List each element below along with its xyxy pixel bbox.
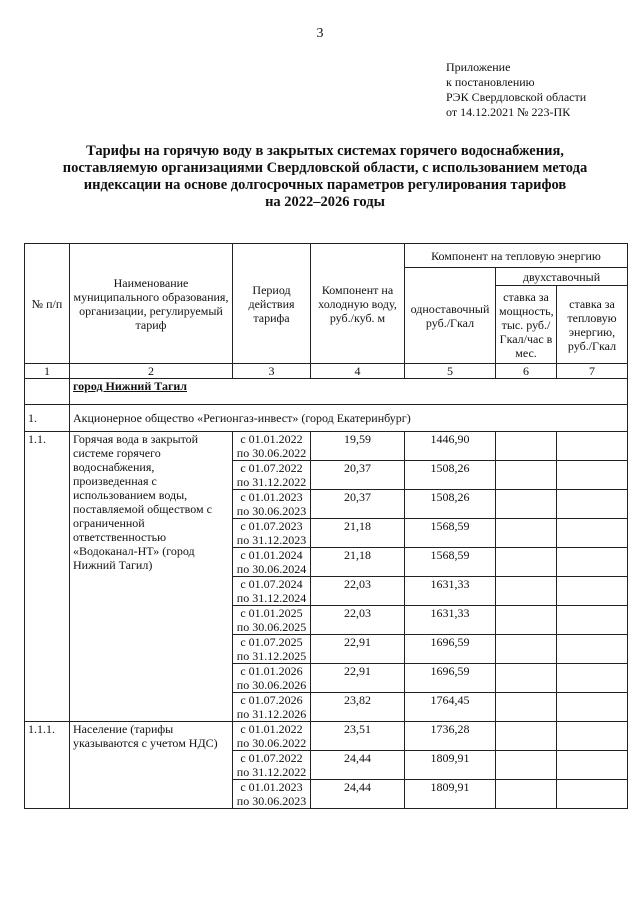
period-cell	[233, 693, 311, 722]
energy-rate-value	[557, 461, 628, 490]
period-cell	[233, 664, 311, 693]
page-number: 3	[316, 26, 324, 41]
org-row	[25, 405, 628, 432]
section-description: Горячая вода в закрытой системе горячего водоснабжения, произведенная с использованием воды, поставляемой обществом с ограниченной ответственностью «Водоканал-НТ» (город Нижний Тагил)	[70, 432, 233, 722]
header-row	[25, 244, 628, 268]
period-cell	[233, 722, 311, 751]
cold-water-value: 20,37	[311, 490, 405, 519]
capacity-rate-value	[496, 751, 557, 780]
period-to: по 30.06.2026	[236, 678, 307, 692]
period-cell	[233, 635, 311, 664]
period-from: с 01.07.2025	[240, 635, 303, 649]
cold-water-value: 21,18	[311, 519, 405, 548]
capacity-rate-value	[496, 693, 557, 722]
capacity-rate-value	[496, 722, 557, 751]
city-name	[70, 379, 628, 405]
tariff-row	[25, 722, 628, 751]
energy-rate-value	[557, 519, 628, 548]
period-cell	[233, 780, 311, 809]
period-from: с 01.01.2023	[240, 780, 303, 794]
tariff-table	[24, 243, 628, 809]
appendix-line: РЭК Свердловской области	[446, 90, 587, 104]
period-to: по 30.06.2025	[236, 620, 307, 634]
period-cell	[233, 548, 311, 577]
period-from: с 01.07.2023	[240, 519, 303, 533]
single-rate-value: 1736,28	[405, 722, 496, 751]
single-rate-value: 1631,33	[405, 577, 496, 606]
capacity-rate-value	[496, 548, 557, 577]
energy-rate-value	[557, 722, 628, 751]
cold-water-value: 19,59	[311, 432, 405, 461]
capacity-rate-value	[496, 780, 557, 809]
period-to: по 30.06.2022	[236, 736, 307, 750]
capacity-rate-value	[496, 519, 557, 548]
period-to: по 31.12.2023	[236, 533, 307, 547]
period-cell	[233, 519, 311, 548]
period-from: с 01.07.2022	[240, 751, 303, 765]
period-from: с 01.01.2025	[240, 606, 303, 620]
period-from: с 01.01.2026	[240, 664, 303, 678]
title-line: индексации на основе долгосрочных параметров регулирования тарифов	[83, 177, 567, 193]
single-rate-value: 1568,59	[405, 519, 496, 548]
appendix-line: Приложение	[446, 60, 511, 74]
single-rate-value: 1696,59	[405, 664, 496, 693]
capacity-rate-value	[496, 664, 557, 693]
energy-rate-value	[557, 548, 628, 577]
index-cell: 7	[557, 364, 628, 379]
single-rate-value: 1508,26	[405, 461, 496, 490]
single-rate-value: 1809,91	[405, 751, 496, 780]
section-1	[25, 432, 628, 722]
index-cell: 1	[25, 364, 70, 379]
period-from: с 01.07.2026	[240, 693, 303, 707]
single-rate-value: 1696,59	[405, 635, 496, 664]
capacity-rate-value	[496, 432, 557, 461]
header-single-rate: одноставочный руб./Гкал	[405, 268, 496, 364]
index-cell: 5	[405, 364, 496, 379]
period-to: по 30.06.2022	[236, 446, 307, 460]
tariff-row	[25, 432, 628, 461]
header-capacity-rate: ставка за мощность, тыс. руб./Гкал/час в мес.	[496, 286, 557, 364]
energy-rate-value	[557, 780, 628, 809]
city-name-text: город Нижний Тагил	[73, 379, 188, 393]
header-cold-water: Компонент на холодную воду, руб./куб. м	[311, 244, 405, 364]
period-to: по 31.12.2025	[236, 649, 307, 663]
index-cell: 2	[70, 364, 233, 379]
header-num: № п/п	[25, 244, 70, 364]
energy-rate-value	[557, 606, 628, 635]
document-title	[60, 143, 590, 211]
period-from: с 01.07.2022	[240, 461, 303, 475]
index-cell: 4	[311, 364, 405, 379]
index-row	[25, 364, 628, 379]
header-two-part: двухставочный	[496, 268, 628, 286]
period-cell	[233, 490, 311, 519]
energy-rate-value	[557, 577, 628, 606]
section-num: 1.1.	[25, 432, 70, 722]
period-from: с 01.01.2022	[240, 432, 303, 446]
cold-water-value: 22,91	[311, 664, 405, 693]
capacity-rate-value	[496, 490, 557, 519]
city-row	[25, 379, 628, 405]
appendix-note	[446, 60, 586, 120]
header-name: Наименование муниципального образования, организации, регулируемый тариф	[70, 244, 233, 364]
period-cell	[233, 432, 311, 461]
header-period: Период действия тарифа	[233, 244, 311, 364]
single-rate-value: 1764,45	[405, 693, 496, 722]
capacity-rate-value	[496, 577, 557, 606]
cold-water-value: 22,91	[311, 635, 405, 664]
cold-water-value: 23,51	[311, 722, 405, 751]
energy-rate-value	[557, 490, 628, 519]
cold-water-value: 23,82	[311, 693, 405, 722]
single-rate-value: 1446,90	[405, 432, 496, 461]
period-cell	[233, 577, 311, 606]
period-to: по 30.06.2024	[236, 562, 307, 576]
header-thermal-group: Компонент на тепловую энергию	[405, 244, 628, 268]
single-rate-value: 1631,33	[405, 606, 496, 635]
title-line: поставляемую организациями Свердловской области, с использованием метода	[62, 160, 588, 176]
single-rate-value: 1508,26	[405, 490, 496, 519]
single-rate-value: 1809,91	[405, 780, 496, 809]
section-1-1	[25, 722, 628, 809]
period-to: по 30.06.2023	[236, 504, 307, 518]
cold-water-value: 22,03	[311, 577, 405, 606]
period-to: по 31.12.2022	[236, 475, 307, 489]
energy-rate-value	[557, 664, 628, 693]
single-rate-value: 1568,59	[405, 548, 496, 577]
index-cell: 3	[233, 364, 311, 379]
period-from: с 01.01.2022	[240, 722, 303, 736]
section-description: Население (тарифы указываются с учетом НДС)	[70, 722, 233, 809]
cold-water-value: 24,44	[311, 751, 405, 780]
capacity-rate-value	[496, 606, 557, 635]
title-line: на 2022–2026 годы	[265, 194, 385, 210]
capacity-rate-value	[496, 635, 557, 664]
period-cell	[233, 606, 311, 635]
energy-rate-value	[557, 693, 628, 722]
period-to: по 31.12.2022	[236, 765, 307, 779]
energy-rate-value	[557, 432, 628, 461]
capacity-rate-value	[496, 461, 557, 490]
period-from: с 01.01.2024	[240, 548, 303, 562]
period-from: с 01.07.2024	[240, 577, 303, 591]
org-num: 1.	[25, 405, 70, 432]
cold-water-value: 20,37	[311, 461, 405, 490]
cold-water-value: 21,18	[311, 548, 405, 577]
cold-water-value: 22,03	[311, 606, 405, 635]
energy-rate-value	[557, 635, 628, 664]
header-energy-rate: ставка за тепловую энергию, руб./Гкал	[557, 286, 628, 364]
appendix-line: к постановлению	[446, 75, 535, 89]
period-from: с 01.01.2023	[240, 490, 303, 504]
appendix-line: от 14.12.2021 № 223-ПК	[446, 105, 571, 119]
period-to: по 31.12.2024	[236, 591, 307, 605]
org-name: Акционерное общество «Регионгаз-инвест» (город Екатеринбург)	[70, 405, 628, 432]
section-num: 1.1.1.	[25, 722, 70, 809]
period-cell	[233, 461, 311, 490]
index-cell: 6	[496, 364, 557, 379]
period-to: по 30.06.2023	[236, 794, 307, 808]
period-to: по 31.12.2026	[236, 707, 307, 721]
title-line: Тарифы на горячую воду в закрытых системах горячего водоснабжения,	[86, 143, 564, 159]
energy-rate-value	[557, 751, 628, 780]
period-cell	[233, 751, 311, 780]
cold-water-value: 24,44	[311, 780, 405, 809]
